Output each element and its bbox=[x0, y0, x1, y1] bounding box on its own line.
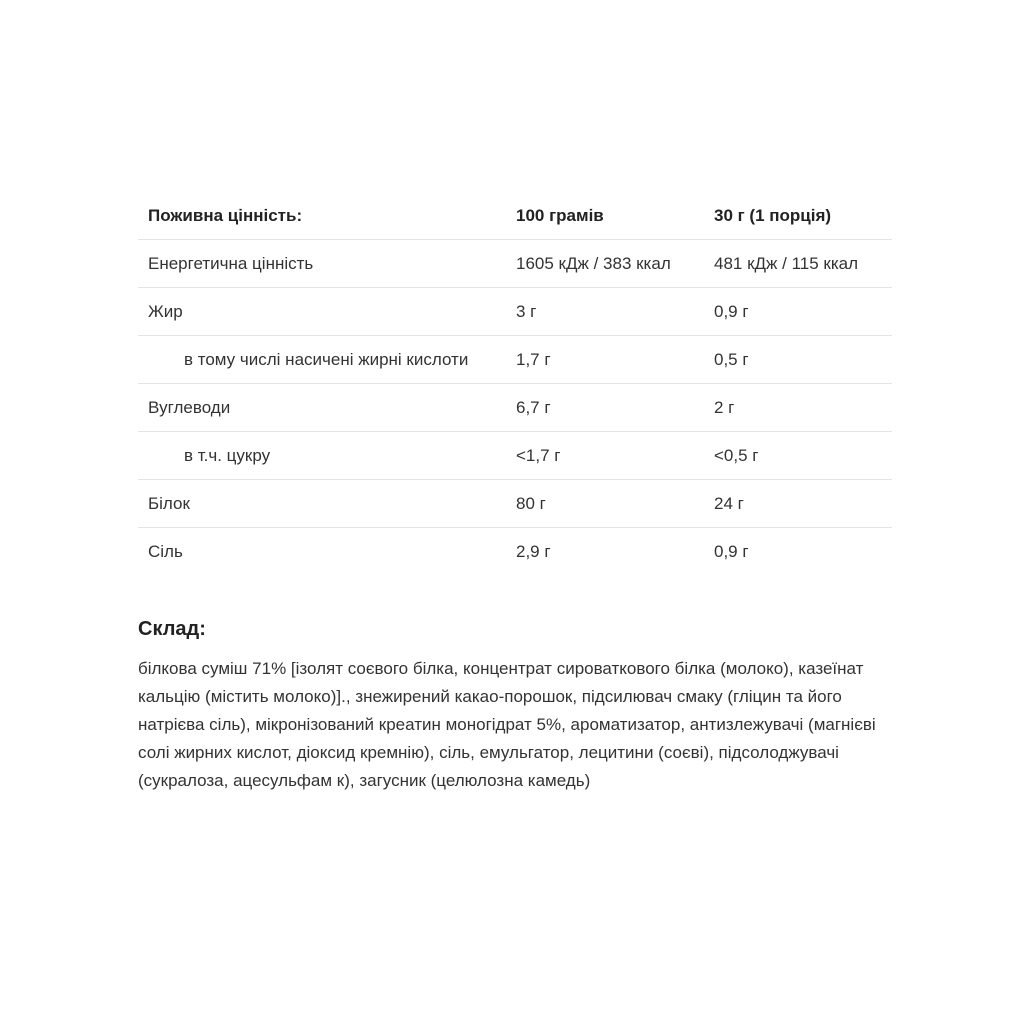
row-per-100g: <1,7 г bbox=[506, 432, 704, 480]
row-per-100g: 1,7 г bbox=[506, 336, 704, 384]
table-row bbox=[138, 432, 892, 480]
row-name: Енергетична цінність bbox=[138, 240, 506, 288]
row-name: Вуглеводи bbox=[138, 384, 506, 432]
row-name: Білок bbox=[138, 480, 506, 528]
row-name: Жир bbox=[138, 288, 506, 336]
table-row bbox=[138, 240, 892, 288]
row-per-100g: 6,7 г bbox=[506, 384, 704, 432]
row-per-portion: 2 г bbox=[704, 384, 892, 432]
row-per-100g: 2,9 г bbox=[516, 541, 551, 561]
row-per-100g: 3 г bbox=[506, 288, 704, 336]
row-per-portion: 0,9 г bbox=[714, 541, 749, 561]
row-name: Сіль bbox=[148, 541, 183, 561]
row-name: в т.ч. цукру bbox=[138, 432, 506, 480]
table-row bbox=[138, 336, 892, 384]
row-per-100g: 80 г bbox=[506, 480, 704, 528]
row-per-portion: 481 кДж / 115 ккал bbox=[704, 240, 892, 288]
header-per-portion: 30 г (1 порція) bbox=[704, 193, 892, 240]
row-name: в тому числі насичені жирні кислоти bbox=[138, 336, 506, 384]
table-row bbox=[138, 384, 892, 432]
table-row bbox=[138, 480, 892, 528]
row-per-portion: 24 г bbox=[704, 480, 892, 528]
table-row bbox=[138, 288, 892, 336]
header-nutrition-value: Поживна цінність: bbox=[138, 193, 506, 240]
table-row bbox=[138, 528, 892, 576]
table-header-row bbox=[138, 193, 892, 240]
row-per-portion: 0,5 г bbox=[704, 336, 892, 384]
row-per-100g: 1605 кДж / 383 ккал bbox=[506, 240, 704, 288]
nutrition-table bbox=[138, 193, 892, 575]
composition-title: Склад: bbox=[138, 618, 206, 640]
header-per-100g: 100 грамів bbox=[506, 193, 704, 240]
row-per-portion: <0,5 г bbox=[704, 432, 892, 480]
composition-text: білкова суміш 71% [ізолят соєвого білка, концентрат сироваткового білка (молоко), казеїнат кальцію (містить молоко)]., знежирений какао-порошок, підсилювач смаку (гліцин та його натрієва сіль), мікронізований креатин моногідрат 5%, ароматизатор, антизлежувачі (магнієві солі жирних кислот, діоксид кремнію), сіль, емульгатор, лецитини (соєві), підсолоджувачі (сукралоза, ацесульфам к), загусник (целюлозна камедь) bbox=[138, 659, 876, 790]
row-per-portion: 0,9 г bbox=[704, 288, 892, 336]
